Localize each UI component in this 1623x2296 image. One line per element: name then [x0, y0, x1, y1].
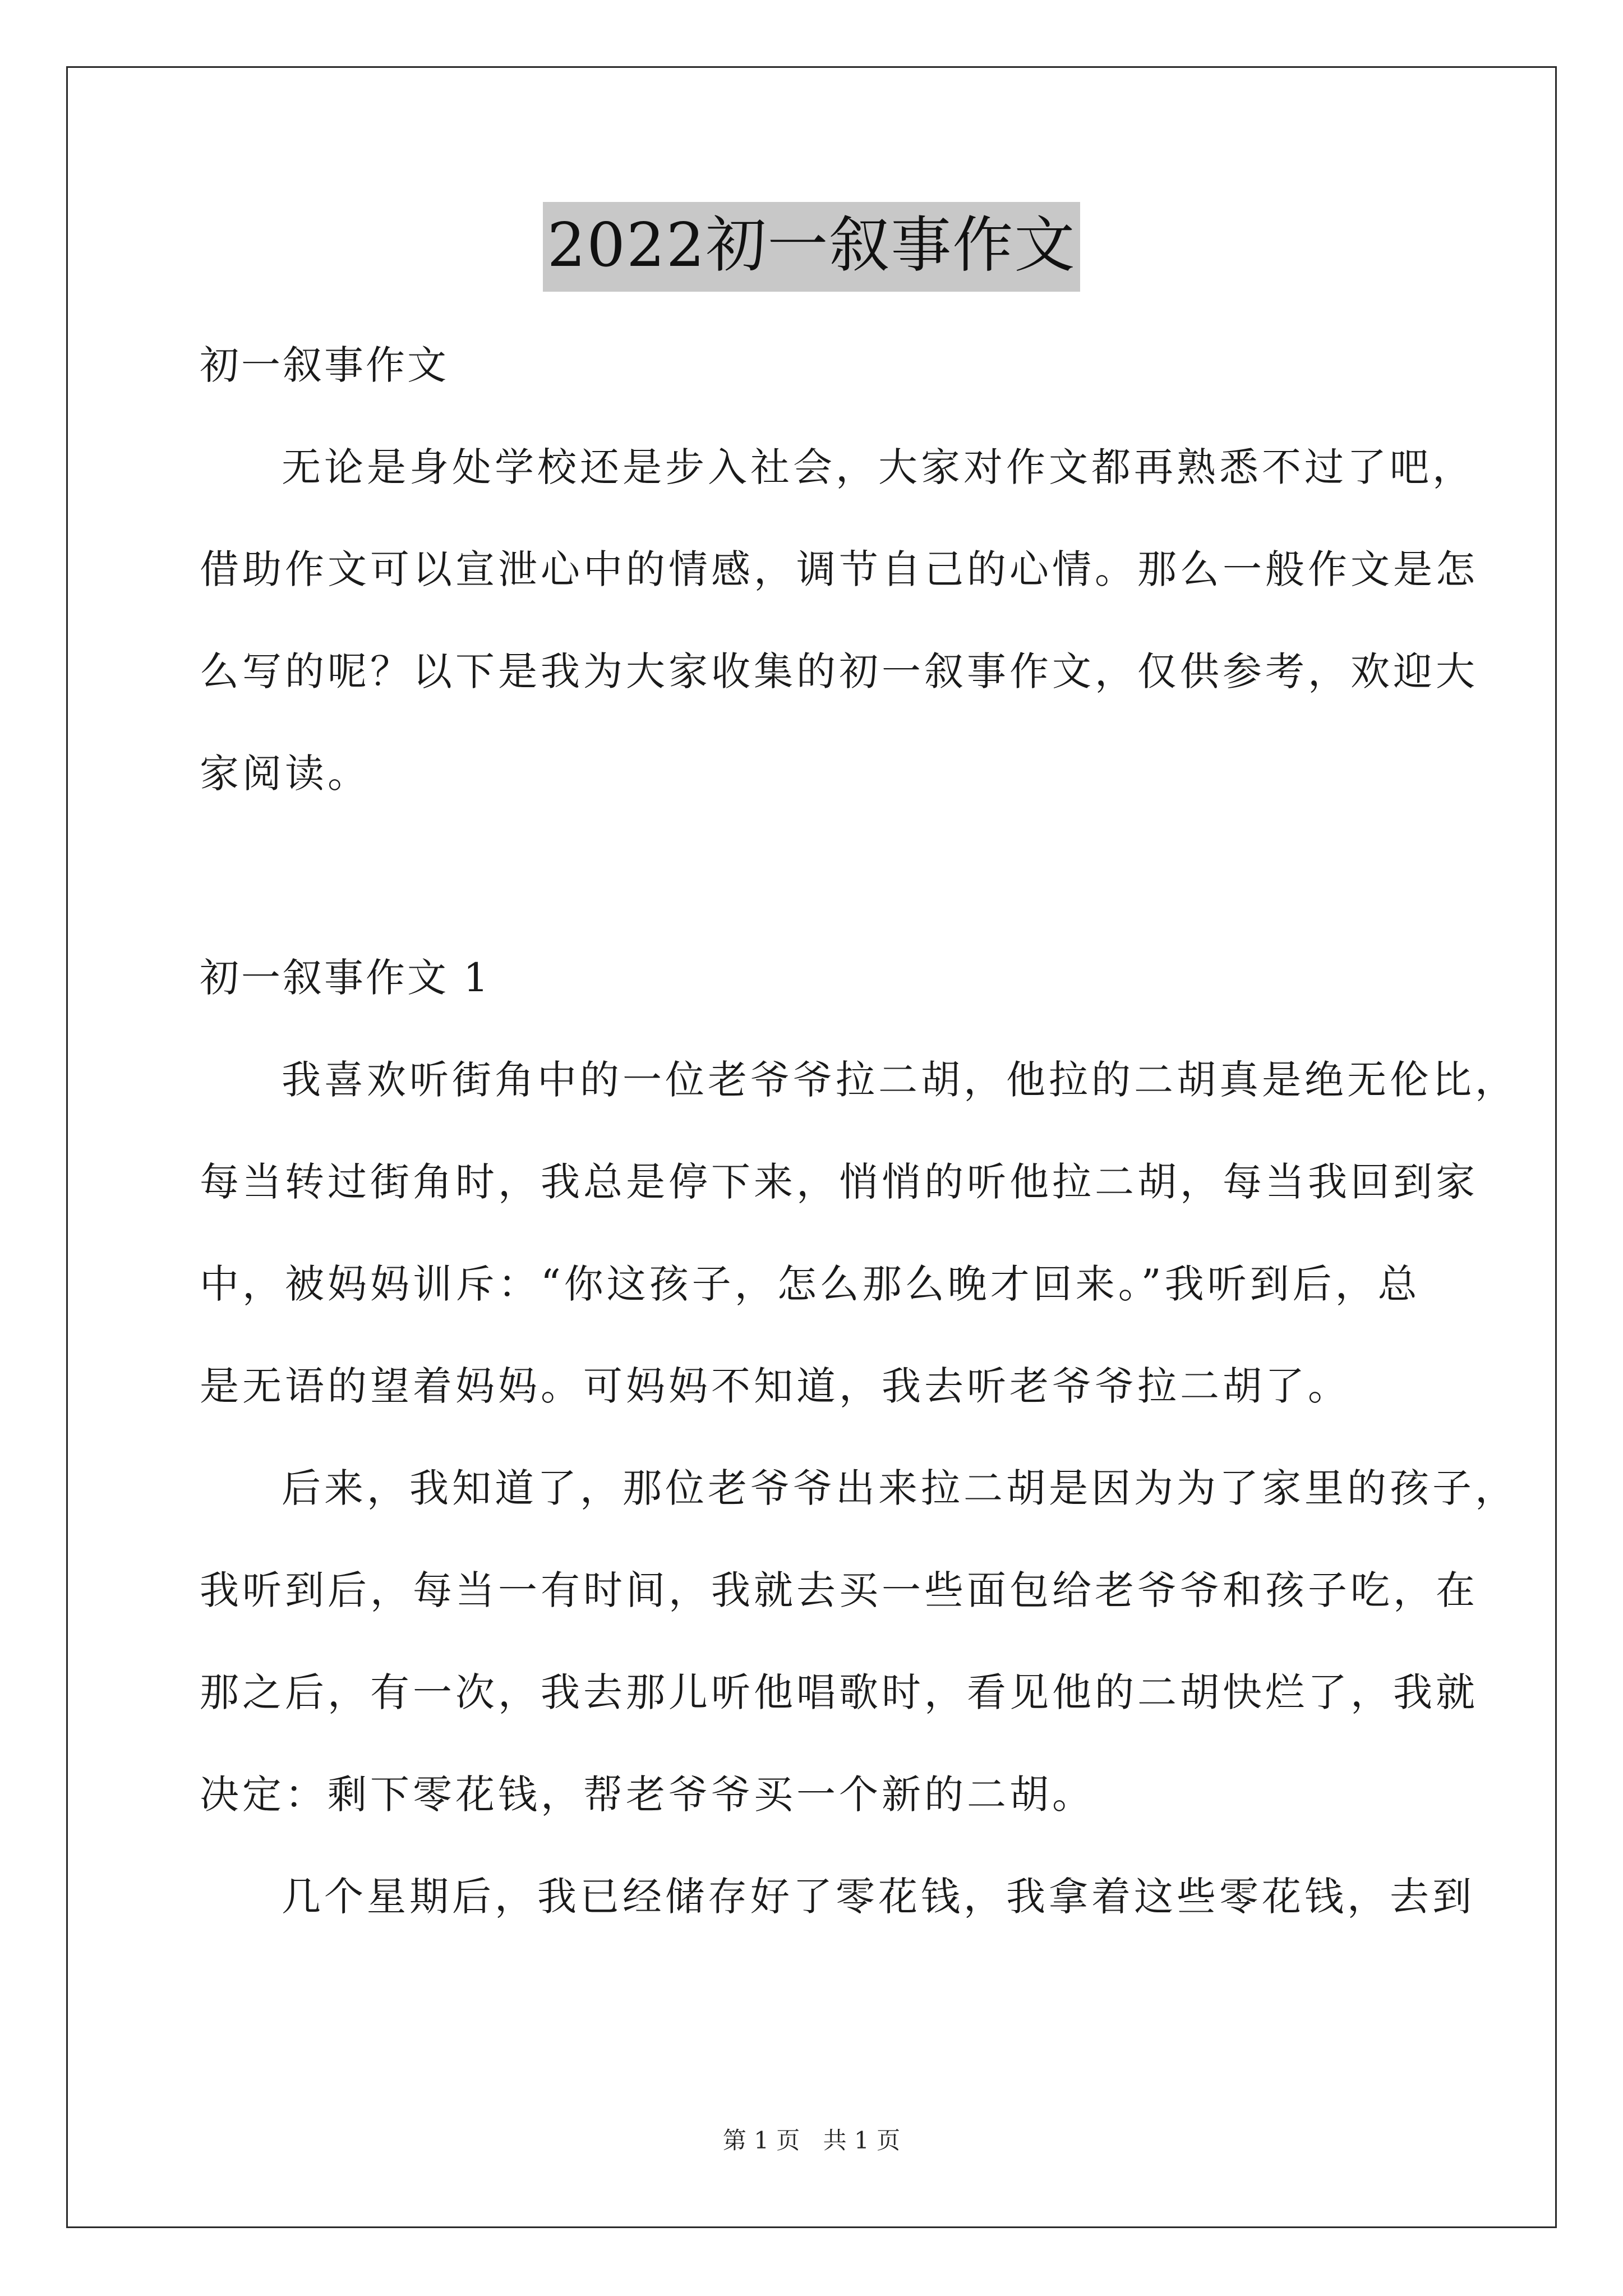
para1-line-2: 每当转过街角时，我总是停下来，悄悄的听他拉二胡，每当我回到家	[200, 1159, 1478, 1205]
page-number: 第 1 页	[722, 2127, 800, 2154]
intro-line-2: 借助作文可以宣泄心中的情感，调节自己的心情。那么一般作文是怎	[200, 546, 1478, 592]
page-total: 共 1 页	[823, 2127, 901, 2154]
intro-line-1: 无论是身处学校还是步入社会，大家对作文都再熟悉不过了吧，	[282, 444, 1475, 490]
para1-line-3: 中，被妈妈训斥：“你这孩子，怎么那么晚才回来。”我听到后，总	[200, 1261, 1421, 1307]
para2-line-1: 后来，我知道了，那位老爷爷出来拉二胡是因为为了家里的孩子，	[282, 1465, 1518, 1511]
intro-line-4: 家阅读。	[200, 751, 370, 797]
section-heading: 初一叙事作文 1	[200, 955, 491, 1001]
intro-line-3: 么写的呢？以下是我为大家收集的初一叙事作文，仅供参考，欢迎大	[200, 648, 1478, 694]
blank-line	[200, 825, 1433, 927]
para2-line-3: 那之后，有一次，我去那儿听他唱歌时，看见他的二胡快烂了，我就	[200, 1669, 1478, 1715]
subtitle: 初一叙事作文	[200, 342, 449, 388]
document-body	[200, 314, 1518, 1948]
title-area	[0, 202, 1623, 292]
page-footer	[0, 2124, 1623, 2157]
para1-line-1: 我喜欢听街角中的一位老爷爷拉二胡，他拉的二胡真是绝无伦比，	[282, 1057, 1518, 1103]
document-title: 2022初一叙事作文	[543, 202, 1081, 292]
para1-line-4: 是无语的望着妈妈。可妈妈不知道，我去听老爷爷拉二胡了。	[200, 1363, 1350, 1409]
para2-line-4: 决定：剩下零花钱，帮老爷爷买一个新的二胡。	[200, 1772, 1095, 1818]
para2-line-2: 我听到后，每当一有时间，我就去买一些面包给老爷爷和孩子吃，在	[200, 1567, 1478, 1613]
para3-line-1: 几个星期后，我已经储存好了零花钱，我拿着这些零花钱，去到	[282, 1874, 1475, 1920]
